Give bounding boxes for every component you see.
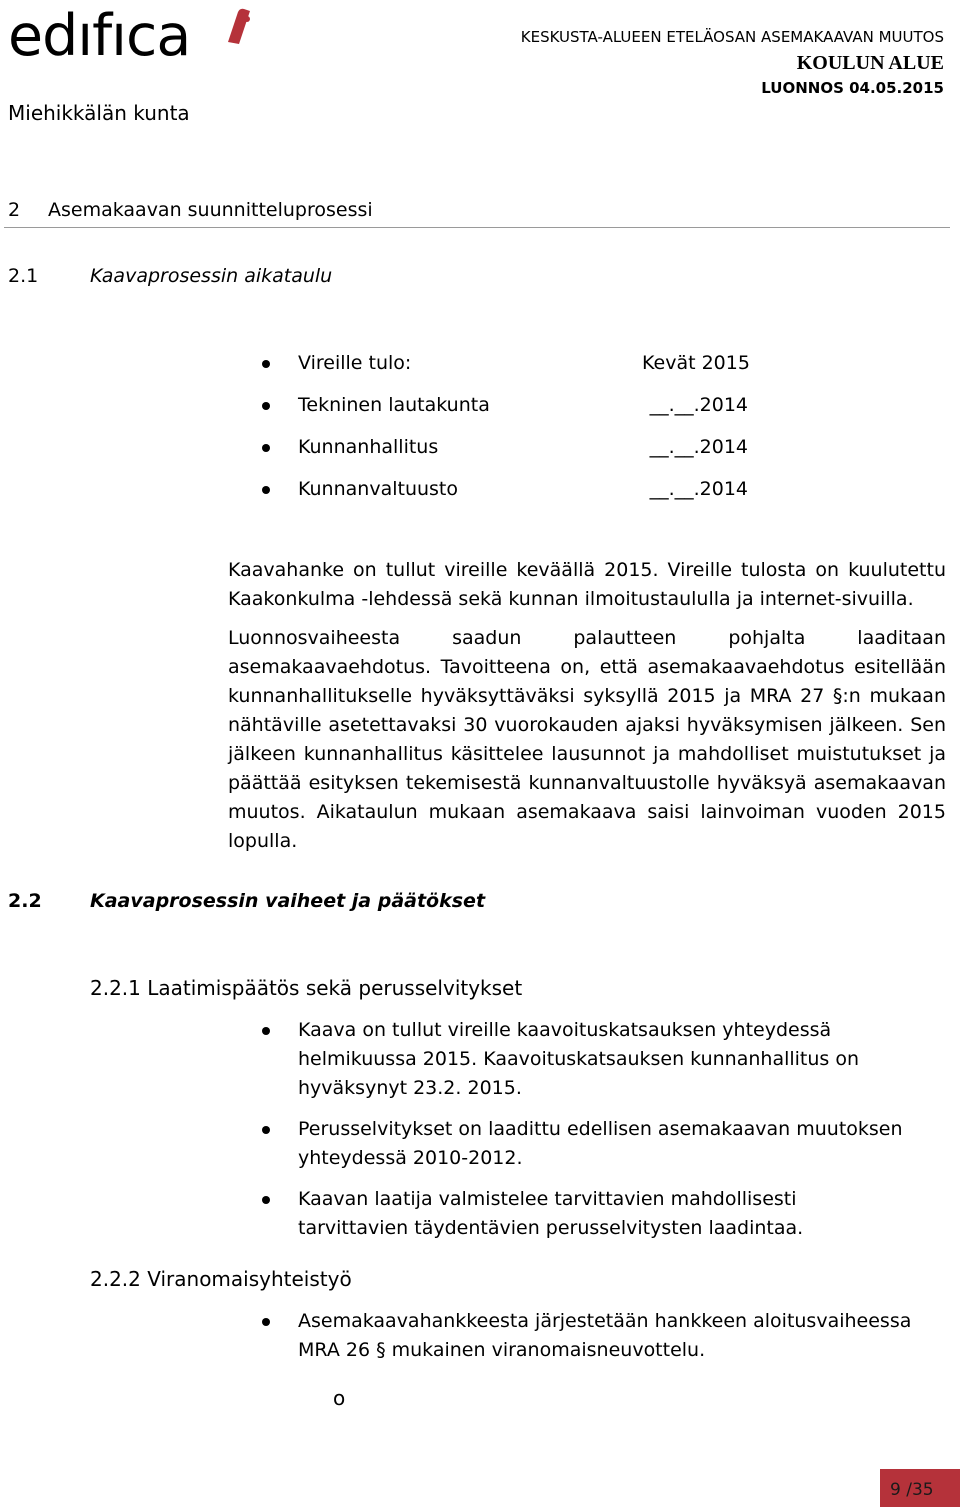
edifica-logo: [8, 4, 248, 68]
bullet-icon: [262, 402, 270, 410]
municipality-name: Miehikkälän kunta: [8, 101, 190, 125]
project-title: KESKUSTA-ALUEEN ETELÄOSAN ASEMAKAAVAN MUUTOS: [520, 28, 944, 46]
schedule-value: __.__.2014: [649, 478, 748, 500]
section-title: Kaavaprosessin aikataulu: [90, 265, 333, 287]
bullet-icon: [262, 1027, 270, 1035]
page-number-box: [880, 1469, 960, 1507]
list-item-text: Perusselvitykset on laadittu edellisen asemakaavan muutoksen yhteydessä 2010-2012.: [298, 1118, 903, 1169]
list-item: [262, 1115, 912, 1173]
paragraph-schedule-details: [228, 624, 946, 856]
sub-bullet-marker: o: [333, 1386, 346, 1410]
schedule-row: [262, 478, 762, 502]
draft-date: LUONNOS 04.05.2015: [761, 79, 944, 97]
section-2-2-heading: [8, 890, 485, 912]
section-number: 2.2: [8, 890, 42, 912]
list-item-text: Kaavan laatija valmistelee tarvittavien mahdollisesti tarvittavien täydentävien perusselvitysten laadintaa.: [298, 1188, 804, 1239]
schedule-row: [262, 394, 762, 418]
area-name: KOULUN ALUE: [796, 52, 944, 74]
heading-divider: [4, 227, 950, 228]
list-item-text: Asemakaavahankkeesta järjestetään hankkeen aloitusvaiheessa MRA 26 § mukainen viranomaisneuvottelu.: [298, 1310, 912, 1361]
bullet-icon: [262, 444, 270, 452]
bullet-icon: [262, 360, 270, 368]
list-item: [262, 1185, 912, 1243]
section-2-heading: [8, 199, 373, 221]
schedule-row: [262, 352, 762, 376]
section-title: Kaavaprosessin vaiheet ja päätökset: [90, 890, 486, 912]
bullet-icon: [262, 1126, 270, 1134]
schedule-label: Vireille tulo:: [298, 352, 412, 374]
schedule-label: Kunnanvaltuusto: [298, 478, 458, 500]
section-title: Asemakaavan suunnitteluprosessi: [48, 199, 373, 221]
subsection-2-2-2-heading: 2.2.2 Viranomaisyhteistyö: [90, 1267, 352, 1291]
schedule-label: Kunnanhallitus: [298, 436, 439, 458]
list-item: [262, 1307, 912, 1365]
schedule-value: __.__.2014: [649, 394, 748, 416]
paragraph-text: Luonnosvaiheesta saadun palautteen pohjalta laaditaan asemakaavaehdotus. Tavoitteena on, että asemakaavaehdotus esitellään kunnanhallitukselle hyväksyttäväksi syksyllä 2015 ja MRA 27 §:n mukaan nähtäville asetettavaksi 30 vuorokauden ajaksi hyväksymisen jälkeen. Sen jälkeen kunnanhallitus käsittelee lausunnot ja mahdolliset muistutukset ja päättää esityksen tekemisestä kunnanvaltuustolle hyväksyä asemakaavan muutos. Aikataulun mukaan asemakaava saisi lainvoiman vuoden 2015 lopulla.: [228, 627, 946, 852]
schedule-row: [262, 436, 762, 460]
list-item-text: Kaava on tullut vireille kaavoituskatsauksen yhteydessä helmikuussa 2015. Kaavoituskatsauksen kunnanhallitus on hyväksynyt 23.2. 2015.: [298, 1019, 860, 1099]
page-number: 9 /35: [890, 1480, 934, 1500]
section-2-1-heading: [8, 265, 332, 287]
bullet-icon: [262, 486, 270, 494]
bullet-icon: [262, 1196, 270, 1204]
paragraph-text: Kaavahanke on tullut vireille keväällä 2015. Vireille tulosta on kuulutettu Kaakonkulma -lehdessä sekä kunnan ilmoitustaululla ja internet-sivuilla.: [228, 559, 946, 610]
paragraph-announcement: [228, 556, 946, 614]
section-number: 2: [8, 199, 21, 221]
bullet-icon: [262, 1318, 270, 1326]
schedule-label: Tekninen lautakunta: [298, 394, 490, 416]
list-item: [262, 1016, 912, 1103]
schedule-value: Kevät 2015: [642, 352, 750, 374]
logo-wordmark: edıfıca: [8, 3, 191, 69]
schedule-value: __.__.2014: [649, 436, 748, 458]
logo-mark-icon: [224, 6, 254, 46]
subsection-2-2-1-heading: 2.2.1 Laatimispäätös sekä perusselvitykset: [90, 976, 523, 1000]
section-number: 2.1: [8, 265, 39, 287]
